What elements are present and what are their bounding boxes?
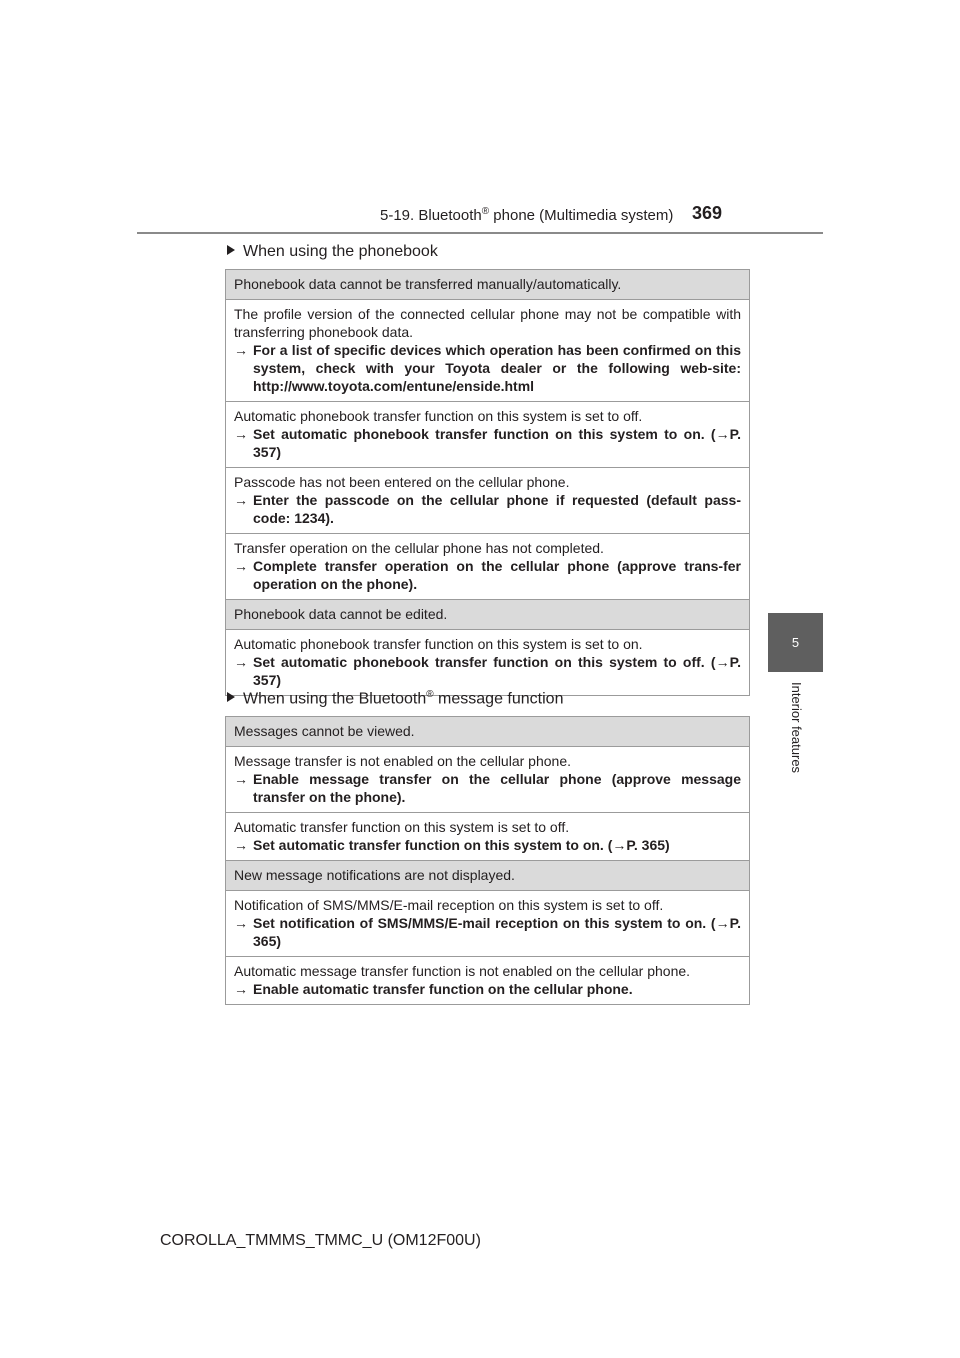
cause-text: Automatic transfer function on this system is set to off. xyxy=(234,819,570,835)
symptom-header: Phonebook data cannot be transferred manually/automatically. xyxy=(226,270,750,300)
arrow-icon: → xyxy=(234,771,248,787)
remedy xyxy=(234,914,741,950)
chapter-label: Interior features xyxy=(789,682,804,774)
arrow-icon: → xyxy=(234,342,248,358)
arrow-icon: → xyxy=(234,915,248,931)
section-title-suffix: phone (Multimedia system) xyxy=(489,207,674,224)
symptom-header: New message notifications are not displayed. xyxy=(226,861,750,891)
remedy-text: For a list of specific devices which operation has been confirmed on this system, check with your Toyota dealer or the following web-site: http://www.toyota.com/entune/enside.html xyxy=(253,342,741,394)
remedy xyxy=(234,557,741,593)
footer-model-code: COROLLA_TMMMS_TMMC_U (OM12F00U) xyxy=(160,1232,481,1249)
remedy-text: Set notification of SMS/MMS/E-mail reception on this system to on. (→P. 365) xyxy=(253,915,741,949)
arrow-icon: → xyxy=(234,837,248,853)
cause-text: The profile version of the connected cellular phone may not be compatible with transferring phonebook data. xyxy=(234,306,741,340)
troubleshoot-cell xyxy=(226,630,750,696)
table-row xyxy=(226,861,750,891)
remedy-text: Complete transfer operation on the cellular phone (approve trans-fer operation on the phone). xyxy=(253,558,741,592)
remedy-text: Set automatic phonebook transfer function on this system to off. (→P. 357) xyxy=(253,654,741,688)
troubleshoot-cell xyxy=(226,813,750,861)
table-row xyxy=(226,468,750,534)
remedy xyxy=(234,770,741,806)
chapter-tab xyxy=(768,613,823,672)
triangle-bullet-icon xyxy=(227,245,235,255)
remedy xyxy=(234,653,741,689)
remedy-text: Enable automatic transfer function on the cellular phone. xyxy=(253,981,633,997)
symptom-header: Messages cannot be viewed. xyxy=(226,717,750,747)
table-row xyxy=(226,630,750,696)
triangle-bullet-icon xyxy=(227,692,235,702)
cause-text: Passcode has not been entered on the cellular phone. xyxy=(234,474,570,490)
troubleshoot-cell xyxy=(226,300,750,402)
troubleshoot-cell xyxy=(226,534,750,600)
table-row xyxy=(226,891,750,957)
cause-text: Transfer operation on the cellular phone has not completed. xyxy=(234,540,604,556)
arrow-icon: → xyxy=(234,558,248,574)
chapter-number: 5 xyxy=(791,635,800,650)
section-title xyxy=(380,206,673,224)
arrow-icon: → xyxy=(234,981,248,997)
remedy xyxy=(234,980,741,998)
table-row xyxy=(226,813,750,861)
phonebook-heading xyxy=(227,243,438,261)
page-number: 369 xyxy=(692,203,723,223)
cause-text: Automatic message transfer function is not enabled on the cellular phone. xyxy=(234,963,691,979)
table-row xyxy=(226,957,750,1005)
remedy-text: Set automatic phonebook transfer function on this system to on. (→P. 357) xyxy=(253,426,741,460)
troubleshoot-cell xyxy=(226,891,750,957)
table-row xyxy=(226,534,750,600)
cause-text: Automatic phonebook transfer function on this system is set to off. xyxy=(234,408,643,424)
symptom-header: Phonebook data cannot be edited. xyxy=(226,600,750,630)
section-title-prefix: 5-19. Bluetooth xyxy=(380,207,482,224)
phonebook-heading-text: When using the phonebook xyxy=(243,243,438,260)
message-heading-prefix: When using the Bluetooth xyxy=(243,690,427,708)
arrow-icon: → xyxy=(234,654,248,670)
arrow-icon: → xyxy=(234,426,248,442)
table-row xyxy=(226,747,750,813)
table-row xyxy=(226,402,750,468)
registered-mark: ® xyxy=(481,206,490,217)
remedy-text: Enter the passcode on the cellular phone if requested (default pass-code: 1234). xyxy=(253,492,741,526)
remedy xyxy=(234,836,741,854)
troubleshoot-cell xyxy=(226,402,750,468)
message-table xyxy=(225,716,750,1005)
table-row xyxy=(226,600,750,630)
table-row xyxy=(226,717,750,747)
arrow-icon: → xyxy=(234,492,248,508)
message-heading xyxy=(227,689,563,708)
phonebook-table xyxy=(225,269,750,696)
remedy xyxy=(234,425,741,461)
remedy xyxy=(234,341,741,395)
remedy xyxy=(234,491,741,527)
remedy-text: Enable message transfer on the cellular phone (approve message transfer on the phone). xyxy=(253,771,741,805)
troubleshoot-cell xyxy=(226,468,750,534)
table-row xyxy=(226,270,750,300)
troubleshoot-cell xyxy=(226,747,750,813)
remedy-text: Set automatic transfer function on this system to on. (→P. 365) xyxy=(253,837,670,853)
cause-text: Notification of SMS/MMS/E-mail reception on this system is set to off. xyxy=(234,897,664,913)
cause-text: Automatic phonebook transfer function on this system is set to on. xyxy=(234,636,643,652)
troubleshoot-cell xyxy=(226,957,750,1005)
cause-text: Message transfer is not enabled on the cellular phone. xyxy=(234,753,571,769)
header-divider xyxy=(137,232,823,234)
table-row xyxy=(226,300,750,402)
message-heading-suffix: message function xyxy=(433,690,564,708)
registered-mark: ® xyxy=(426,689,434,700)
